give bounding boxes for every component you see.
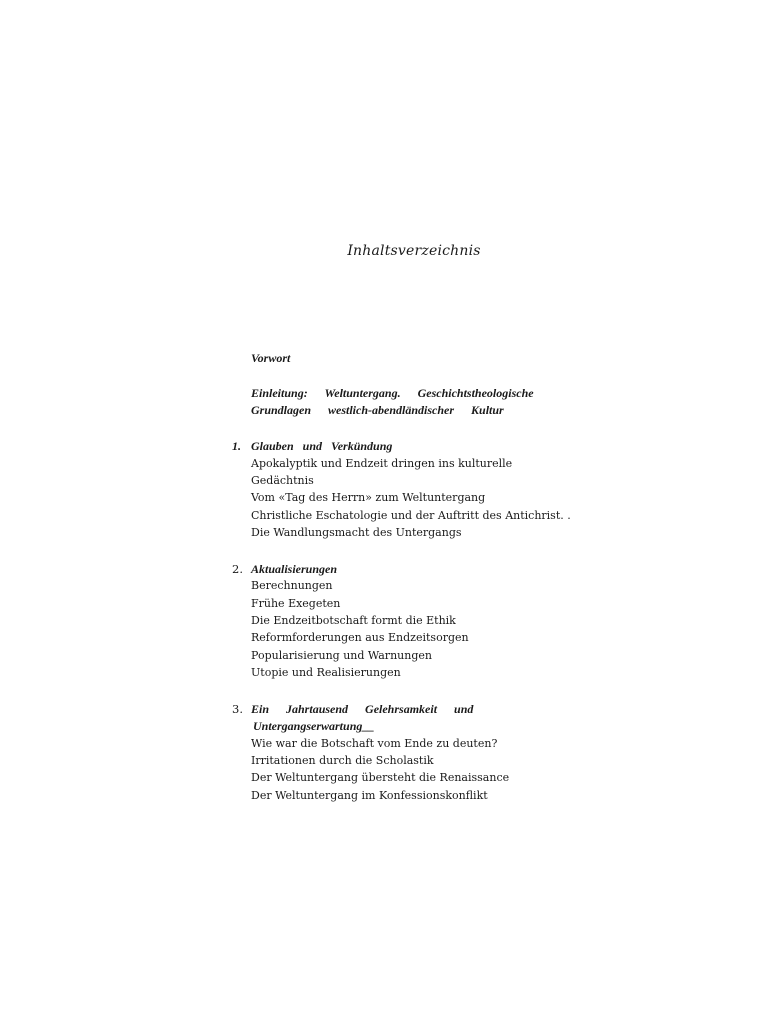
- chapter-1-item: Gedächtnis: [251, 474, 314, 487]
- chapter-3-item: Wie war die Botschaft vom Ende zu deuten?: [251, 737, 498, 750]
- chapter-1-item: Vom «Tag des Herrn» zum Weltuntergang: [251, 491, 486, 504]
- chapter-3-item: Der Weltuntergang im Konfessionskonflikt: [251, 789, 488, 802]
- chapter-1-item: Christliche Eschatologie und der Auftritt des Antichrist. .: [251, 509, 571, 522]
- chapter-2-number: 2.: [232, 562, 243, 576]
- chapter-2-item: Die Endzeitbotschaft formt die Ethik: [251, 614, 456, 627]
- chapter-1-heading: Glauben und Verkündung: [251, 439, 393, 453]
- toc-einleitung-line1: Einleitung: Weltuntergang. Geschichtstheologische: [251, 386, 534, 400]
- chapter-2-item: Frühe Exegeten: [251, 597, 341, 610]
- chapter-1-number: 1.: [232, 439, 241, 453]
- chapter-3-item: Der Weltuntergang übersteht die Renaissance: [251, 771, 510, 784]
- page-title: Inhaltsverzeichnis: [347, 243, 481, 259]
- chapter-3-heading-line1: Ein Jahrtausend Gelehrsamkeit und: [251, 702, 474, 716]
- toc-einleitung-line2: Grundlagen westlich-abendländischer Kultur: [251, 403, 504, 417]
- chapter-2-heading: Aktualisierungen: [251, 562, 338, 576]
- chapter-3-item: Irritationen durch die Scholastik: [251, 754, 434, 767]
- chapter-2-item: Berechnungen: [251, 579, 333, 592]
- chapter-3-heading-line2: Untergangserwartung__: [253, 719, 375, 733]
- toc-vorwort: Vorwort: [251, 351, 291, 365]
- chapter-2-item: Popularisierung und Warnungen: [251, 649, 432, 662]
- chapter-2-item: Utopie und Realisierungen: [251, 666, 401, 679]
- chapter-3-number: 3.: [232, 702, 243, 716]
- chapter-1-item: Die Wandlungsmacht des Untergangs: [251, 526, 462, 539]
- chapter-1-item: Apokalyptik und Endzeit dringen ins kulturelle: [251, 457, 513, 470]
- chapter-2-item: Reformforderungen aus Endzeitsorgen: [251, 631, 469, 644]
